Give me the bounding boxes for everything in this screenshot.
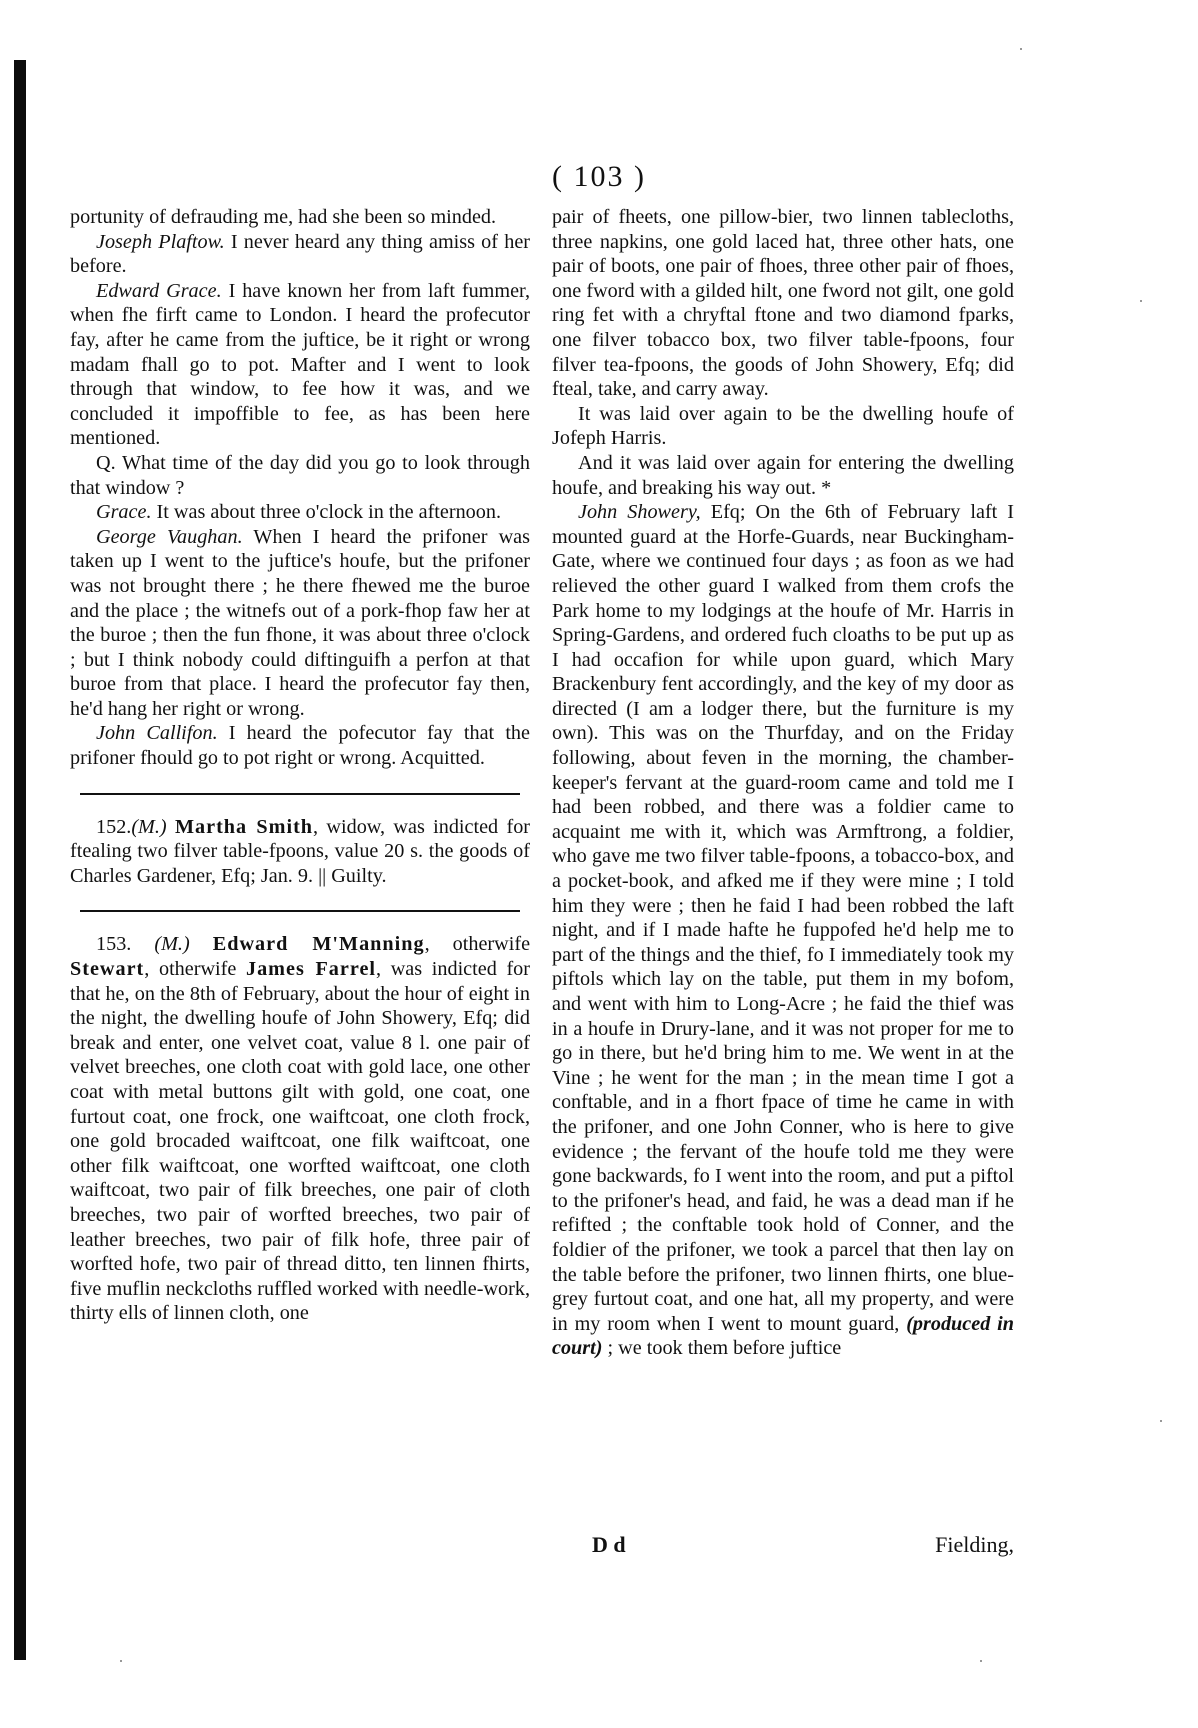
paragraph: Q. What time of the day did you go to look through that window ? — [70, 451, 530, 499]
court-marker: (M.) — [154, 933, 190, 956]
paragraph: Grace. It was about three o'clock in the afternoon. — [96, 501, 502, 524]
right-column — [552, 205, 1014, 1361]
speaker-name: Joseph Plaftow. — [96, 230, 225, 253]
page-number: ( 103 ) — [552, 160, 646, 193]
defendant-alias: James Farrel — [245, 958, 377, 981]
paragraph: portunity of defrauding me, had she been so minded. — [70, 206, 497, 228]
speaker-name: Q. — [96, 451, 116, 474]
paragraph: It was laid over again to be the dwelling houfe of Jofeph Harris. — [552, 402, 1014, 450]
scan-speck — [120, 1660, 122, 1662]
paragraph: Edward Grace. I have known her from laft fummer, when fhe firft came to London. I heard the profecutor fay, after he came from the juftice, be it right or wrong madam fhall go to pot. Mafter and I went to look through that window, to fee how it was, and we concluded it impoffible to fee, as has been here mentioned. — [70, 279, 530, 450]
paragraph: John Showery, Efq; On the 6th of February laft I mounted guard at the Horfe-Guards, near Buckingham-Gate, where we continued four days ; as foon as we had relieved the other guard I walked from them crofs the Park home to my lodgings at the houfe of Mr. Harris in Spring-Gardens, and ordered fuch cloaths to be put up as I had occafion for while upon guard, which Mary Brackenbury fent accordingly, and the key of my door as directed (I am a lodger there, but the furniture is my own). This was on the Thurfday, and on the Friday following, about feven in the morning, the chamber-keeper's fervant at the guard-room came and told me I had been robbed, and there was a foldier came to acquaint me with it, which was Armftrong, a foldier, who gave me two filver table-fpoons, a tobacco-box, and a pocket-book, and afked me if they were mine ; I told him they were ; then he faid I had been robbed the laft night, and if I made hafte he fuppofed he'd help me to part of the things and the thief, fo I immediately took my piftols which lay on the table, put them in my bofom, and went with him to Long-Acre ; he faid the thief was in a houfe in Drury-lane, and it was not proper for me to go in there, but he'd bring him to me. We went in at the Vine ; he went for the man ; in the mean time I got a conftable, and in a fhort fpace of time he came in with the prifoner, and one John Conner, who is here to give evidence ; the fervant of the houfe told me they were gone backwards, fo I went into the room, and put a piftol to the prifoner's head, and faid, he was a dead man if he refifted ; the conftable took hold of Conner, and the foldier of the prifoner, we took a parcel that then lay on the table before the prifoner, two linnen fhirts, one blue-grey furtout coat, and one hat, all my property, and were in my room when I went to mount guard, (produced in court) ; we took them before juftice — [552, 501, 1015, 1360]
paragraph: John Callifon. I heard the pofecutor fay that the prifoner fhould go to pot right or wrong. Acquitted. — [70, 722, 530, 770]
case-number: 152. — [96, 815, 132, 838]
speaker-name: Edward Grace. — [96, 279, 222, 302]
case-entry-152: 152.(M.) Martha Smith, widow, was indicted for ftealing two filver table-fpoons, value 20 s. the goods of Charles Gardener, Efq; Jan. 9. || Guilty. — [70, 815, 531, 887]
paragraph: Joseph Plaftow. I never heard any thing amiss of her before. — [70, 230, 530, 278]
speaker-name: John Callifon. — [96, 722, 218, 745]
court-note: (produced in court) — [552, 1312, 1015, 1360]
catchword: Fielding, — [935, 1532, 1014, 1557]
section-divider — [80, 910, 520, 912]
scan-speck — [1020, 48, 1022, 50]
defendant-name: Martha Smith — [174, 815, 314, 838]
speaker-name: Grace. — [96, 501, 152, 524]
scan-speck — [980, 1660, 982, 1662]
defendant-name: Edward M'Manning — [212, 933, 425, 956]
paragraph: And it was laid over again for entering the dwelling houfe, and breaking his way out. * — [552, 451, 1014, 499]
speaker-name: John Showery, — [578, 501, 701, 524]
case-number: 153. — [96, 933, 132, 956]
paragraph: George Vaughan. When I heard the prifoner was taken up I went to the juftice's houfe, but the prifoner was not brought there ; he there fhewed me the buroe and the place ; the witnefs out of a pork-fhop faw her at the buroe ; then the fun fhone, it was about three o'clock ; but I think nobody could diftinguifh a perfon at that buroe from that place. I heard the profecutor fay then, he'd hang her right or wrong. — [70, 525, 530, 720]
scan-speck — [1160, 1420, 1162, 1422]
paragraph: pair of fheets, one pillow-bier, two linnen tablecloths, three napkins, one gold laced hat, three other hats, one pair of boots, one pair of fhoes, three other pair of fhoes, one fword with a gilded hilt, one fword not gilt, one gold ring fet with a chryftal ftone and two diamond fparks, one filver tobacco box, two filver table-fpoons, four filver tea-fpoons, the goods of John Showery, Efq; did fteal, take, and carry away. — [552, 206, 1014, 401]
scan-speck — [1140, 300, 1142, 302]
section-divider — [80, 793, 520, 795]
speaker-name: George Vaughan. — [96, 525, 243, 548]
case-entry-153: 153. (M.) Edward M'Manning, otherwife Stewart, otherwife James Farrel, was indicted for that he, on the 8th of February, about the hour of eight in the night, the dwelling houfe of John Showery, Efq; did break and enter, one velvet coat, value 8 l. one pair of velvet breeches, one cloth coat with gold lace, one other coat with metal buttons gilt with gold, one coat, one furtout coat, one frock, one waiftcoat, one cloth frock, one gold brocaded waiftcoat, one filk waiftcoat, one other filk waiftcoat, one worfted waiftcoat, one cloth waiftcoat, two pair of filk breeches, one pair of cloth breeches, two pair of worfted breeches, two pair of leather breeches, two pair of filk hofe, three pair of worfted hofe, two pair of thread ditto, ten linnen fhirts, five muflin neckcloths ruffled worked with needle-work, thirty ells of linnen cloth, one — [70, 933, 531, 1325]
defendant-alias: Stewart — [70, 958, 145, 981]
binding-shadow — [14, 60, 26, 1660]
page-footer — [552, 1532, 1014, 1562]
court-marker: (M.) — [131, 815, 167, 838]
left-column — [70, 205, 530, 1326]
signature-mark: D d — [592, 1532, 626, 1557]
